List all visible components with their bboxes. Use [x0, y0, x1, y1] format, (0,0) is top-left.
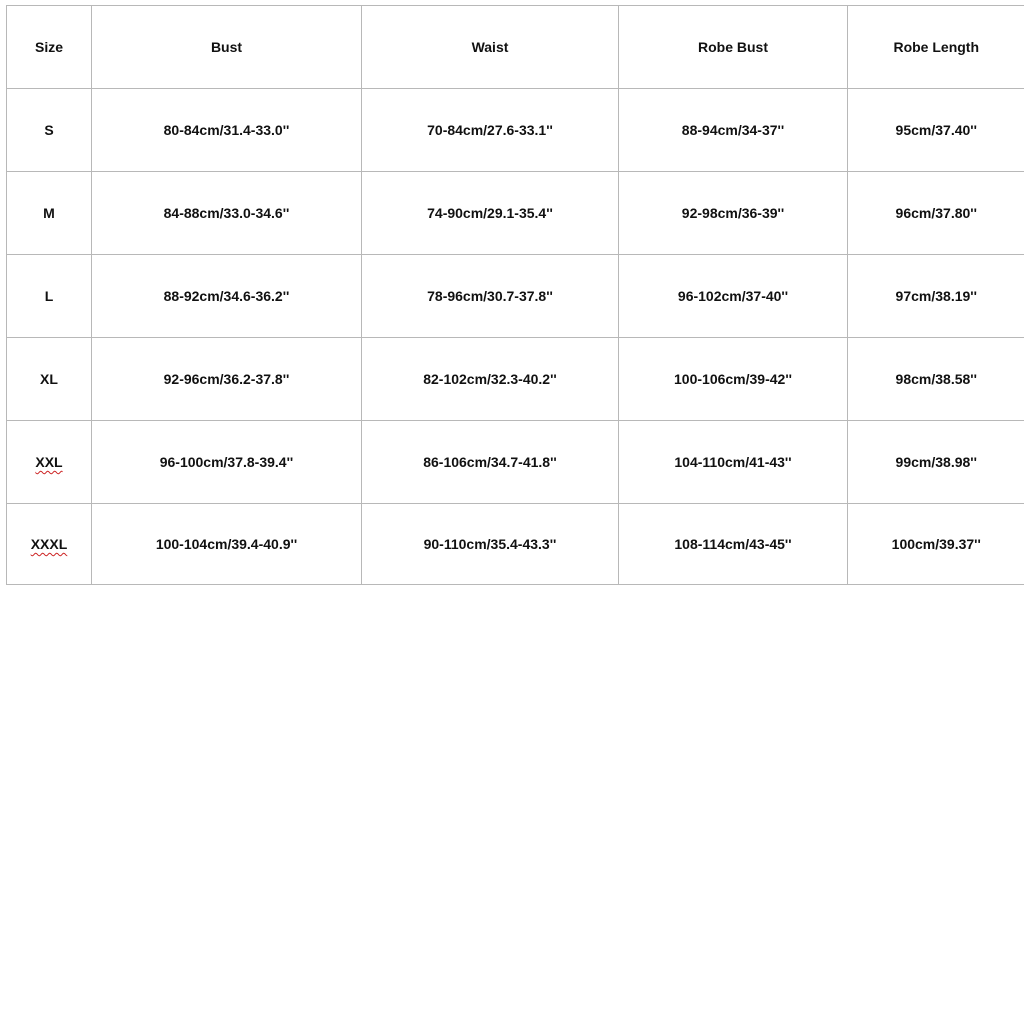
size-cell: M — [7, 172, 92, 255]
robe-bust-cell: 88-94cm/34-37'' — [619, 89, 848, 172]
size-label: XXXL — [30, 536, 68, 552]
robe-length-cell: 98cm/38.58'' — [848, 338, 1024, 421]
table-row — [7, 89, 1024, 172]
bust-cell: 96-100cm/37.8-39.4'' — [92, 421, 362, 504]
bust-cell: 88-92cm/34.6-36.2'' — [92, 255, 362, 338]
table-row — [7, 421, 1024, 504]
robe-bust-cell: 100-106cm/39-42'' — [619, 338, 848, 421]
header-robe-bust: Robe Bust — [619, 6, 848, 89]
waist-cell: 78-96cm/30.7-37.8'' — [362, 255, 619, 338]
size-chart-table — [6, 5, 1024, 585]
robe-bust-cell: 92-98cm/36-39'' — [619, 172, 848, 255]
size-cell: L — [7, 255, 92, 338]
waist-cell: 74-90cm/29.1-35.4'' — [362, 172, 619, 255]
robe-bust-cell: 108-114cm/43-45'' — [619, 504, 848, 585]
table-row — [7, 338, 1024, 421]
header-size: Size — [7, 6, 92, 89]
header-bust: Bust — [92, 6, 362, 89]
robe-length-cell: 100cm/39.37'' — [848, 504, 1024, 585]
bust-cell: 100-104cm/39.4-40.9'' — [92, 504, 362, 585]
table-row — [7, 255, 1024, 338]
waist-cell: 90-110cm/35.4-43.3'' — [362, 504, 619, 585]
waist-cell: 86-106cm/34.7-41.8'' — [362, 421, 619, 504]
robe-length-cell: 97cm/38.19'' — [848, 255, 1024, 338]
bust-cell: 92-96cm/36.2-37.8'' — [92, 338, 362, 421]
robe-length-cell: 99cm/38.98'' — [848, 421, 1024, 504]
size-cell: S — [7, 89, 92, 172]
table-row — [7, 172, 1024, 255]
robe-length-cell: 96cm/37.80'' — [848, 172, 1024, 255]
size-cell — [7, 421, 92, 504]
waist-cell: 70-84cm/27.6-33.1'' — [362, 89, 619, 172]
robe-bust-cell: 96-102cm/37-40'' — [619, 255, 848, 338]
bust-cell: 80-84cm/31.4-33.0'' — [92, 89, 362, 172]
table-row — [7, 504, 1024, 585]
robe-length-cell: 95cm/37.40'' — [848, 89, 1024, 172]
waist-cell: 82-102cm/32.3-40.2'' — [362, 338, 619, 421]
size-cell — [7, 504, 92, 585]
size-cell: XL — [7, 338, 92, 421]
size-label: XXL — [35, 454, 63, 470]
header-waist: Waist — [362, 6, 619, 89]
bust-cell: 84-88cm/33.0-34.6'' — [92, 172, 362, 255]
table-header-row — [7, 6, 1024, 89]
robe-bust-cell: 104-110cm/41-43'' — [619, 421, 848, 504]
header-robe-length: Robe Length — [848, 6, 1024, 89]
